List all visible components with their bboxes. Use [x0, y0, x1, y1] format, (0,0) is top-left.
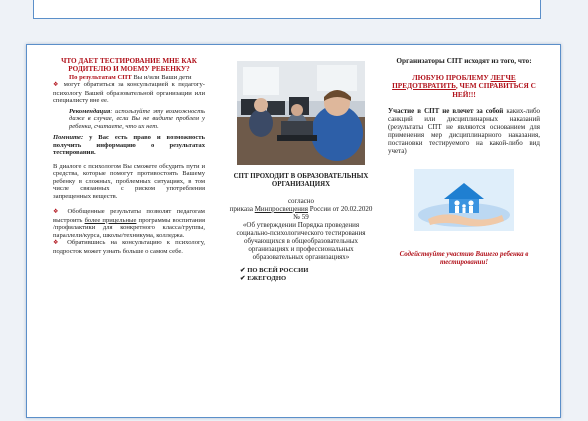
order-post: России от 20.02.2020 № 59	[293, 204, 373, 221]
previous-page-panel	[33, 0, 541, 19]
column1-heading: ЧТО ДАЕТ ТЕСТИРОВАНИЕ МНЕ КАК РОДИТЕЛЮ И МОЕМУ РЕБЕНКУ?	[61, 57, 197, 74]
prevention-post: , ЧЕМ СПРАВИТЬСЯ С НЕЙ!!!	[452, 81, 536, 99]
brochure-sheet	[26, 44, 561, 418]
checkmark-icon: ✔	[240, 267, 246, 275]
dialog-paragraph: В диалоге с психологом Вы сможете обсудить пути и средства, которые помогут противостоять Вашему ребенку в сложных, проблемных ситуациях, в том числе связанных с риском употребления запрещенных веществ.	[53, 162, 205, 200]
family-house-hand-icon	[414, 169, 514, 231]
recommendation-label: Рекомендация	[69, 107, 111, 115]
bullet-consultation: могут обратиться за консультацией к педагогу-психологу Вашей образовательной организации или специалисту вне ее.	[53, 81, 205, 105]
participation-bold: Участие в СПТ не влечет за собой	[388, 107, 504, 115]
students-at-computers-photo	[237, 61, 365, 165]
order-title: «Об утверждении Порядка проведения социально-психологического тестирования обучающихся в общеобразовательных организациях и профессиональных образовательных организациях»	[236, 220, 366, 262]
participation-rest: каких-либо санкций или дисциплинарных наказаний (результаты СПТ не являются основанием для применения мер дисциплинарного наказания, постановки тестируемого на какой-либо вид учета)	[388, 107, 540, 155]
column-parent-benefits	[53, 55, 205, 409]
check-all-russia: ПО ВСЕЙ РОССИИ	[247, 267, 309, 275]
order-pre: приказа	[229, 204, 255, 213]
diamond-bullet-icon: ❖	[53, 82, 61, 89]
column2-heading: СПТ ПРОХОДИТ В ОБРАЗОВАТЕЛЬНЫХ ОРГАНИЗАЦИЯХ	[233, 173, 369, 188]
column-legal-basis	[226, 55, 376, 409]
remember-text: у Вас есть право и возможность получить информацию о результатах тестирования.	[53, 134, 205, 157]
check-annually: ЕЖЕГОДНО	[247, 275, 287, 283]
results-label: По результатам СПТ	[69, 73, 132, 81]
prevention-underlined: ЛЕГЧЕ ПРЕДОТВРАТИТЬ	[392, 72, 516, 90]
remember-label: Помните:	[53, 134, 84, 142]
diamond-bullet-icon: ❖	[53, 209, 63, 216]
recommendation-text: : используйте эту возможность даже в случае, если Вы не видите проблем у ребенка, считаете, что их нет.	[69, 107, 205, 130]
prevention-pre: ЛЮБУЮ ПРОБЛЕМУ	[412, 72, 491, 82]
bullet-results-pre: Обобщенные результаты позволят педагогам выстроить	[53, 208, 205, 224]
bullet-results-underlined: более прицельные	[84, 216, 137, 224]
support-participation-note: Содействуйте участию Вашего ребенка в тестировании!	[399, 251, 529, 266]
checkmark-icon: ✔	[240, 275, 246, 283]
column3-heading: Организаторы СПТ исходят из того, что:	[396, 56, 532, 65]
results-rest: Вы и/или Ваши дети	[131, 73, 192, 81]
bullet-results-post: программы воспитания /профилактики для конкретного класса/группы, параллели/курса, школы/техникума, колледжа.	[53, 216, 205, 239]
diamond-bullet-icon: ❖	[53, 240, 62, 247]
according-text: согласно	[287, 196, 315, 205]
column-organizers	[388, 55, 540, 409]
ministry-link-text: Минпросвещения	[254, 204, 309, 213]
bullet-self-knowledge: Обратившись на консультацию к психологу, подросток может узнать больше о самом себе.	[53, 239, 205, 255]
